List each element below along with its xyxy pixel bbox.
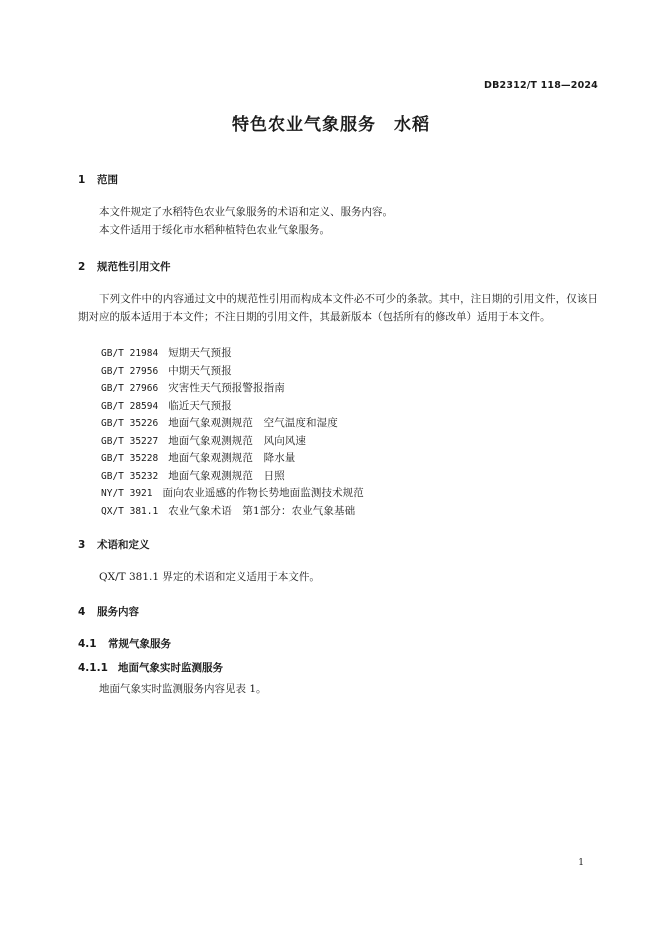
reference-code: GB/T 21984 [101, 348, 159, 359]
subsection-4-1-1-body [78, 681, 598, 699]
reference-item [101, 380, 285, 395]
section-number: 3 [78, 539, 86, 551]
section-4-heading [78, 604, 139, 619]
reference-item [101, 363, 232, 378]
section-title: 地面气象实时监测服务 [118, 662, 223, 674]
paragraph: 地面气象实时监测服务内容见表 1。 [99, 683, 267, 695]
paragraph: 本文件适用于绥化市水稻种植特色农业气象服务。 [99, 223, 330, 236]
reference-item [101, 503, 355, 518]
document-number: DB2312/T 118—2024 [484, 80, 598, 91]
section-title: 规范性引用文件 [97, 261, 171, 273]
section-1-body [78, 204, 598, 239]
reference-item [101, 398, 232, 413]
section-title: 常规气象服务 [108, 638, 171, 650]
page-number: 1 [578, 858, 584, 868]
paragraph: QX/T 381.1 界定的术语和定义适用于本文件。 [99, 571, 320, 583]
section-title: 范围 [97, 174, 118, 186]
paragraph: 本文件规定了水稻特色农业气象服务的术语和定义、服务内容。 [99, 206, 393, 218]
reference-title: 面向农业遥感的作物长势地面监测技术规范 [162, 487, 364, 499]
section-number: 1 [78, 174, 86, 186]
section-3-heading [78, 537, 150, 552]
reference-item [101, 468, 285, 483]
reference-code: GB/T 35226 [101, 418, 159, 429]
section-title: 服务内容 [97, 606, 139, 618]
reference-code: GB/T 35228 [101, 453, 159, 464]
paragraph: 下列文件中的内容通过文中的规范性引用而构成本文件必不可少的条款。其中，注日期的引用文件，仅该日期对应的版本适用于本文件；不注日期的引用文件，其最新版本（包括所有的修改单）适用于本文件。 [78, 293, 598, 323]
reference-title: 中期天气预报 [168, 364, 232, 377]
section-title: 术语和定义 [97, 539, 150, 551]
section-2-intro [78, 291, 598, 326]
reference-title: 地面气象观测规范 空气温度和湿度 [168, 417, 338, 429]
section-number: 2 [78, 261, 86, 273]
reference-item [101, 450, 295, 465]
reference-title: 灾害性天气预报警报指南 [168, 382, 285, 394]
subsection-4-1-heading [78, 636, 171, 651]
reference-item [101, 433, 306, 448]
reference-item [101, 485, 364, 500]
section-1-heading [78, 172, 118, 187]
reference-title: 地面气象观测规范 降水量 [168, 452, 296, 464]
reference-title: 农业气象术语 第1部分：农业气象基础 [168, 504, 356, 517]
reference-title: 临近天气预报 [168, 399, 232, 412]
reference-code: GB/T 28594 [101, 400, 159, 412]
reference-code: NY/T 3921 [101, 488, 153, 499]
reference-code: QX/T 381.1 [101, 505, 159, 517]
reference-code: GB/T 27956 [101, 365, 159, 377]
reference-code: GB/T 35227 [101, 435, 159, 447]
reference-code: GB/T 27966 [101, 383, 159, 394]
reference-title: 短期天气预报 [168, 347, 232, 359]
section-number: 4 [78, 606, 86, 618]
reference-title: 地面气象观测规范 日照 [168, 469, 285, 482]
section-2-heading [78, 259, 171, 274]
document-title: 特色农业气象服务 水稻 [232, 115, 430, 135]
reference-item [101, 345, 232, 360]
subsection-4-1-1-heading [78, 660, 223, 675]
section-3-body [78, 569, 598, 587]
section-number: 4.1.1 [78, 662, 108, 674]
section-number: 4.1 [78, 638, 97, 650]
reference-title: 地面气象观测规范 风向风速 [168, 434, 307, 447]
reference-item [101, 415, 338, 430]
reference-code: GB/T 35232 [101, 470, 159, 482]
